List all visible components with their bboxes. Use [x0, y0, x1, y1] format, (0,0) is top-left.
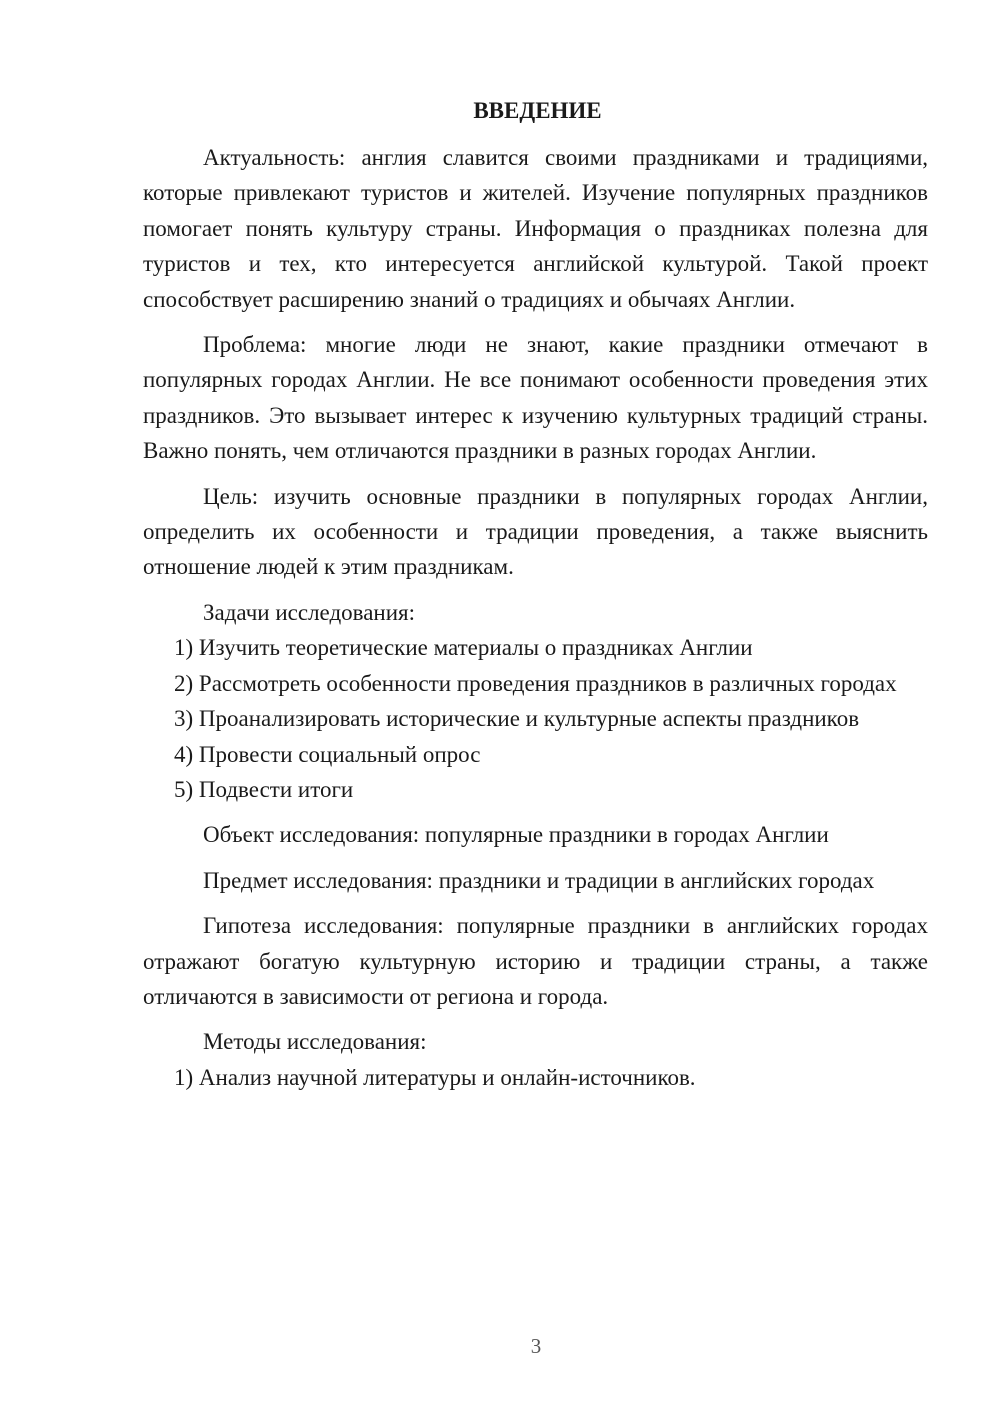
page-number: 3: [530, 1334, 542, 1358]
task-item: 5) Подвести итоги: [174, 776, 354, 802]
document-body: [143, 96, 928, 1095]
tasks-heading: Задачи исследования:: [203, 599, 416, 625]
methods-heading: Методы исследования:: [203, 1029, 427, 1055]
task-item: 3) Проанализировать исторические и культурные аспекты праздников: [174, 706, 860, 732]
method-item: 1) Анализ научной литературы и онлайн-источников.: [174, 1064, 696, 1090]
problem-paragraph: Проблема: многие люди не знают, какие праздники отмечают в популярных городах Англии. Не все понимают особенности проведения этих праздников. Это вызывает интерес к изучению культурных традиций страны. Важно понять, чем отличаются праздники в разных городах Англии.: [143, 332, 928, 464]
subject-paragraph: Предмет исследования: праздники и традиции в английских городах: [203, 867, 875, 893]
object-paragraph: Объект исследования: популярные праздники в городах Англии: [203, 822, 829, 848]
task-item: 1) Изучить теоретические материалы о праздниках Англии: [174, 635, 753, 661]
hypothesis-paragraph: Гипотеза исследования: популярные праздники в английских городах отражают богатую культурную историю и традиции страны, а также отличаются в зависимости от региона и города.: [143, 913, 928, 1009]
goal-paragraph: Цель: изучить основные праздники в популярных городах Англии, определить их особенности и традиции проведения, а также выяснить отношение людей к этим праздникам.: [143, 483, 928, 580]
task-item: 4) Провести социальный опрос: [174, 741, 481, 767]
relevance-paragraph: Актуальность: англия славится своими праздниками и традициями, которые привлекают туристов и жителей. Изучение популярных праздников помогает понять культуру страны. Информация о праздниках полезна для туристов и тех, кто интересуется английской культурой. Такой проект способствует расширению знаний о традициях и обычаях Англии.: [143, 145, 928, 312]
task-item: 2) Рассмотреть особенности проведения праздников в различных городах: [174, 670, 897, 696]
page-title: ВВЕДЕНИЕ: [473, 98, 602, 123]
